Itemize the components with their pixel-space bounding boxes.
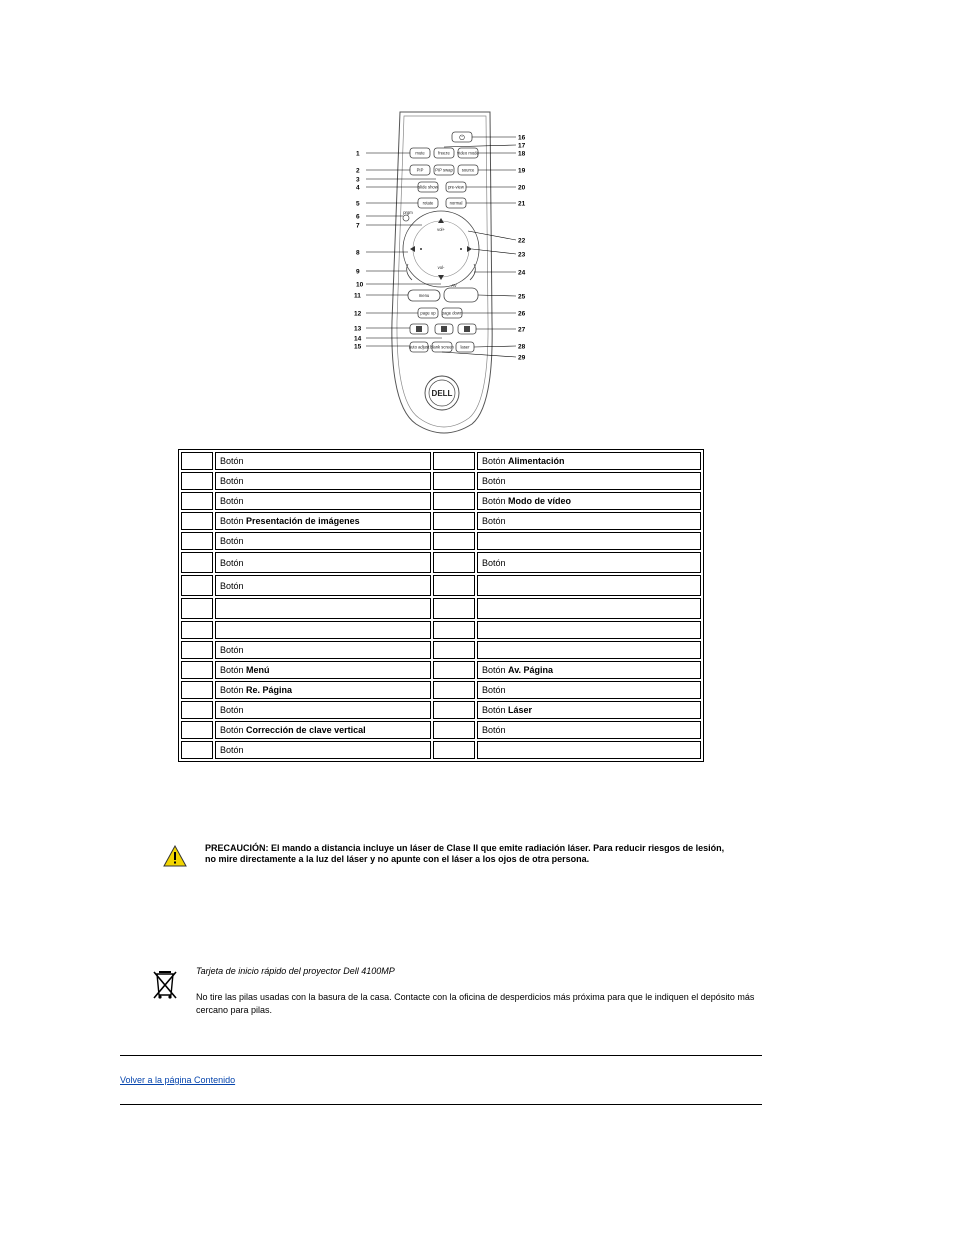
button-word: Botón bbox=[220, 725, 244, 735]
number-cell bbox=[181, 452, 213, 470]
table-row bbox=[181, 681, 701, 699]
table-row bbox=[181, 552, 701, 573]
button-word: Botón bbox=[482, 705, 506, 715]
prgm-label: prgm bbox=[403, 210, 413, 215]
number-cell bbox=[181, 721, 213, 739]
callout-12: 12 bbox=[354, 310, 362, 318]
pip-label: PIP bbox=[416, 167, 424, 173]
auto-adjust-label: auto adjust bbox=[408, 344, 430, 350]
button-word: Botón bbox=[220, 516, 244, 526]
button-word: Botón bbox=[220, 580, 244, 591]
button-name: Re. Página bbox=[246, 685, 293, 695]
number-cell bbox=[181, 472, 213, 490]
table-row bbox=[181, 598, 701, 619]
callout-14: 14 bbox=[354, 335, 362, 343]
button-description bbox=[477, 721, 701, 739]
freeze-label: freeze bbox=[438, 150, 450, 156]
table-row bbox=[181, 575, 701, 596]
number-cell bbox=[433, 512, 475, 530]
callout-9: 9 bbox=[356, 268, 360, 276]
table-row bbox=[181, 641, 701, 659]
button-description bbox=[215, 512, 431, 530]
number-cell bbox=[433, 641, 475, 659]
button-description bbox=[477, 741, 701, 759]
button-name: Modo de vídeo bbox=[508, 496, 572, 506]
remote-buttons-table bbox=[178, 449, 704, 762]
number-cell bbox=[433, 598, 475, 619]
button-word: Botón bbox=[482, 557, 506, 568]
button-description bbox=[215, 741, 431, 759]
callout-10: 10 bbox=[356, 281, 364, 289]
button-description bbox=[215, 661, 431, 679]
number-cell bbox=[181, 492, 213, 510]
number-cell bbox=[433, 701, 475, 719]
button-word: Botón bbox=[482, 456, 506, 466]
crossed-bin-icon bbox=[152, 966, 178, 1000]
button-description bbox=[215, 472, 431, 490]
button-word: Botón bbox=[482, 496, 506, 506]
callout-16: 16 bbox=[518, 134, 526, 142]
button-description bbox=[477, 701, 701, 719]
button-description bbox=[477, 598, 701, 619]
battery-disposal-text: No tire las pilas usadas con la basura de la casa. Contacte con la oficina de desperdicios más próxima para que le indiquen el depósito más cercano para pilas. bbox=[196, 992, 755, 1015]
callout-8: 8 bbox=[356, 249, 360, 257]
number-cell bbox=[433, 492, 475, 510]
callout-18: 18 bbox=[518, 150, 526, 158]
callout-20: 20 bbox=[518, 184, 526, 192]
button-description bbox=[215, 681, 431, 699]
button-description bbox=[477, 532, 701, 550]
button-word: Botón bbox=[220, 705, 244, 715]
button-description bbox=[477, 452, 701, 470]
button-name: Corrección de clave vertical bbox=[246, 725, 366, 735]
callout-1: 1 bbox=[356, 150, 360, 158]
button-description bbox=[215, 552, 431, 573]
button-name: Presentación de imágenes bbox=[246, 516, 360, 526]
warning-triangle-icon bbox=[163, 845, 187, 867]
button-description bbox=[477, 492, 701, 510]
callout-3: 3 bbox=[356, 176, 360, 184]
button-description bbox=[477, 681, 701, 699]
page-up-label: page up bbox=[420, 310, 436, 316]
button-name: Láser bbox=[508, 705, 533, 715]
av-label: AV bbox=[451, 283, 457, 288]
button-description bbox=[477, 641, 701, 659]
number-cell bbox=[433, 721, 475, 739]
callout-27: 27 bbox=[518, 326, 526, 334]
table-row bbox=[181, 701, 701, 719]
vol-plus-label: vol+ bbox=[437, 227, 445, 232]
svg-text:⏻: ⏻ bbox=[459, 135, 465, 142]
back-to-contents-link[interactable]: Volver a la página Contenido bbox=[120, 1075, 236, 1085]
button-description bbox=[477, 552, 701, 573]
number-cell bbox=[181, 575, 213, 596]
table-row bbox=[181, 721, 701, 739]
button-description bbox=[477, 512, 701, 530]
divider-bottom bbox=[120, 1104, 762, 1105]
button-description bbox=[215, 452, 431, 470]
callout-28: 28 bbox=[518, 343, 526, 351]
button-description bbox=[477, 472, 701, 490]
button-word: Botón bbox=[220, 536, 244, 546]
button-word: Botón bbox=[220, 745, 244, 755]
svg-text:DELL: DELL bbox=[431, 389, 453, 398]
button-word: Botón bbox=[220, 685, 244, 695]
button-description bbox=[215, 598, 431, 619]
table-row bbox=[181, 621, 701, 639]
table-row bbox=[181, 532, 701, 550]
number-cell bbox=[433, 575, 475, 596]
callout-29: 29 bbox=[518, 354, 526, 362]
number-cell bbox=[433, 532, 475, 550]
button-description bbox=[477, 621, 701, 639]
button-word: Botón bbox=[482, 516, 506, 526]
number-cell bbox=[181, 661, 213, 679]
pip-swap-label: PIP swap bbox=[435, 167, 453, 173]
button-word: Botón bbox=[482, 476, 506, 486]
button-description bbox=[477, 575, 701, 596]
callout-4: 4 bbox=[356, 184, 360, 192]
callout-2: 2 bbox=[356, 167, 360, 175]
number-cell bbox=[181, 552, 213, 573]
button-description bbox=[215, 532, 431, 550]
number-cell bbox=[181, 741, 213, 759]
button-word: Botón bbox=[482, 685, 506, 695]
blank-screen-label: blank screen bbox=[430, 344, 454, 350]
table-row bbox=[181, 452, 701, 470]
menu-label: menu bbox=[418, 293, 430, 298]
button-description bbox=[477, 661, 701, 679]
button-name: Av. Página bbox=[508, 665, 554, 675]
button-name: Menú bbox=[246, 665, 270, 675]
button-word: Botón bbox=[220, 456, 244, 466]
button-description bbox=[215, 721, 431, 739]
button-description bbox=[215, 621, 431, 639]
button-description bbox=[215, 701, 431, 719]
quickstart-card-title: Tarjeta de inicio rápido del proyector Dell 4100MP bbox=[196, 966, 395, 976]
callout-21: 21 bbox=[518, 200, 526, 208]
callout-15: 15 bbox=[354, 343, 362, 351]
number-cell bbox=[433, 621, 475, 639]
number-cell bbox=[181, 621, 213, 639]
normal-label: normal bbox=[449, 200, 463, 206]
table-row bbox=[181, 661, 701, 679]
number-cell bbox=[433, 552, 475, 573]
callout-7: 7 bbox=[356, 222, 360, 230]
number-cell bbox=[433, 661, 475, 679]
number-cell bbox=[433, 472, 475, 490]
callout-19: 19 bbox=[518, 167, 526, 175]
number-cell bbox=[433, 741, 475, 759]
number-cell bbox=[181, 598, 213, 619]
source-label: source bbox=[461, 167, 475, 173]
callout-25: 25 bbox=[518, 293, 526, 301]
callout-17: 17 bbox=[518, 142, 526, 150]
callout-22: 22 bbox=[518, 237, 526, 245]
table-row bbox=[181, 512, 701, 530]
number-cell bbox=[181, 512, 213, 530]
callout-6: 6 bbox=[356, 213, 360, 221]
button-word: Botón bbox=[482, 725, 506, 735]
button-description bbox=[215, 641, 431, 659]
page-down-label: page down bbox=[441, 310, 463, 316]
callout-5: 5 bbox=[356, 200, 360, 208]
button-description bbox=[215, 575, 431, 596]
vol-minus-label: vol- bbox=[437, 265, 445, 270]
number-cell bbox=[181, 701, 213, 719]
button-word: Botón bbox=[220, 496, 244, 506]
remote-control-diagram bbox=[352, 106, 532, 440]
number-cell bbox=[181, 641, 213, 659]
rotate-label: rotate bbox=[422, 200, 434, 206]
callout-24: 24 bbox=[518, 269, 526, 277]
button-word: Botón bbox=[220, 476, 244, 486]
video-mode-label: video mode bbox=[457, 150, 479, 156]
table-row bbox=[181, 472, 701, 490]
button-word: Botón bbox=[220, 665, 244, 675]
divider-top bbox=[120, 1055, 762, 1056]
button-word: Botón bbox=[220, 645, 244, 655]
caution-text: PRECAUCIÓN: El mando a distancia incluye un láser de Clase II que emite radiación láser. Para reducir riesgos de lesión, no mire directamente a la luz del láser y no apunte con el láser a los ojos de otra persona. bbox=[205, 843, 725, 864]
callout-23: 23 bbox=[518, 251, 526, 259]
callout-13: 13 bbox=[354, 325, 362, 333]
table-row bbox=[181, 741, 701, 759]
laser-label: laser bbox=[460, 344, 470, 350]
table-row bbox=[181, 492, 701, 510]
button-word: Botón bbox=[220, 557, 244, 568]
callout-11: 11 bbox=[354, 292, 361, 300]
number-cell bbox=[433, 681, 475, 699]
callout-26: 26 bbox=[518, 310, 526, 318]
pre-view-label: pre-view bbox=[448, 184, 464, 190]
button-name: Alimentación bbox=[508, 456, 565, 466]
button-description bbox=[215, 492, 431, 510]
number-cell bbox=[181, 532, 213, 550]
number-cell bbox=[181, 681, 213, 699]
button-word: Botón bbox=[482, 665, 506, 675]
number-cell bbox=[433, 452, 475, 470]
mute-label: mute bbox=[415, 150, 425, 156]
slide-show-label: slide show bbox=[418, 184, 438, 190]
